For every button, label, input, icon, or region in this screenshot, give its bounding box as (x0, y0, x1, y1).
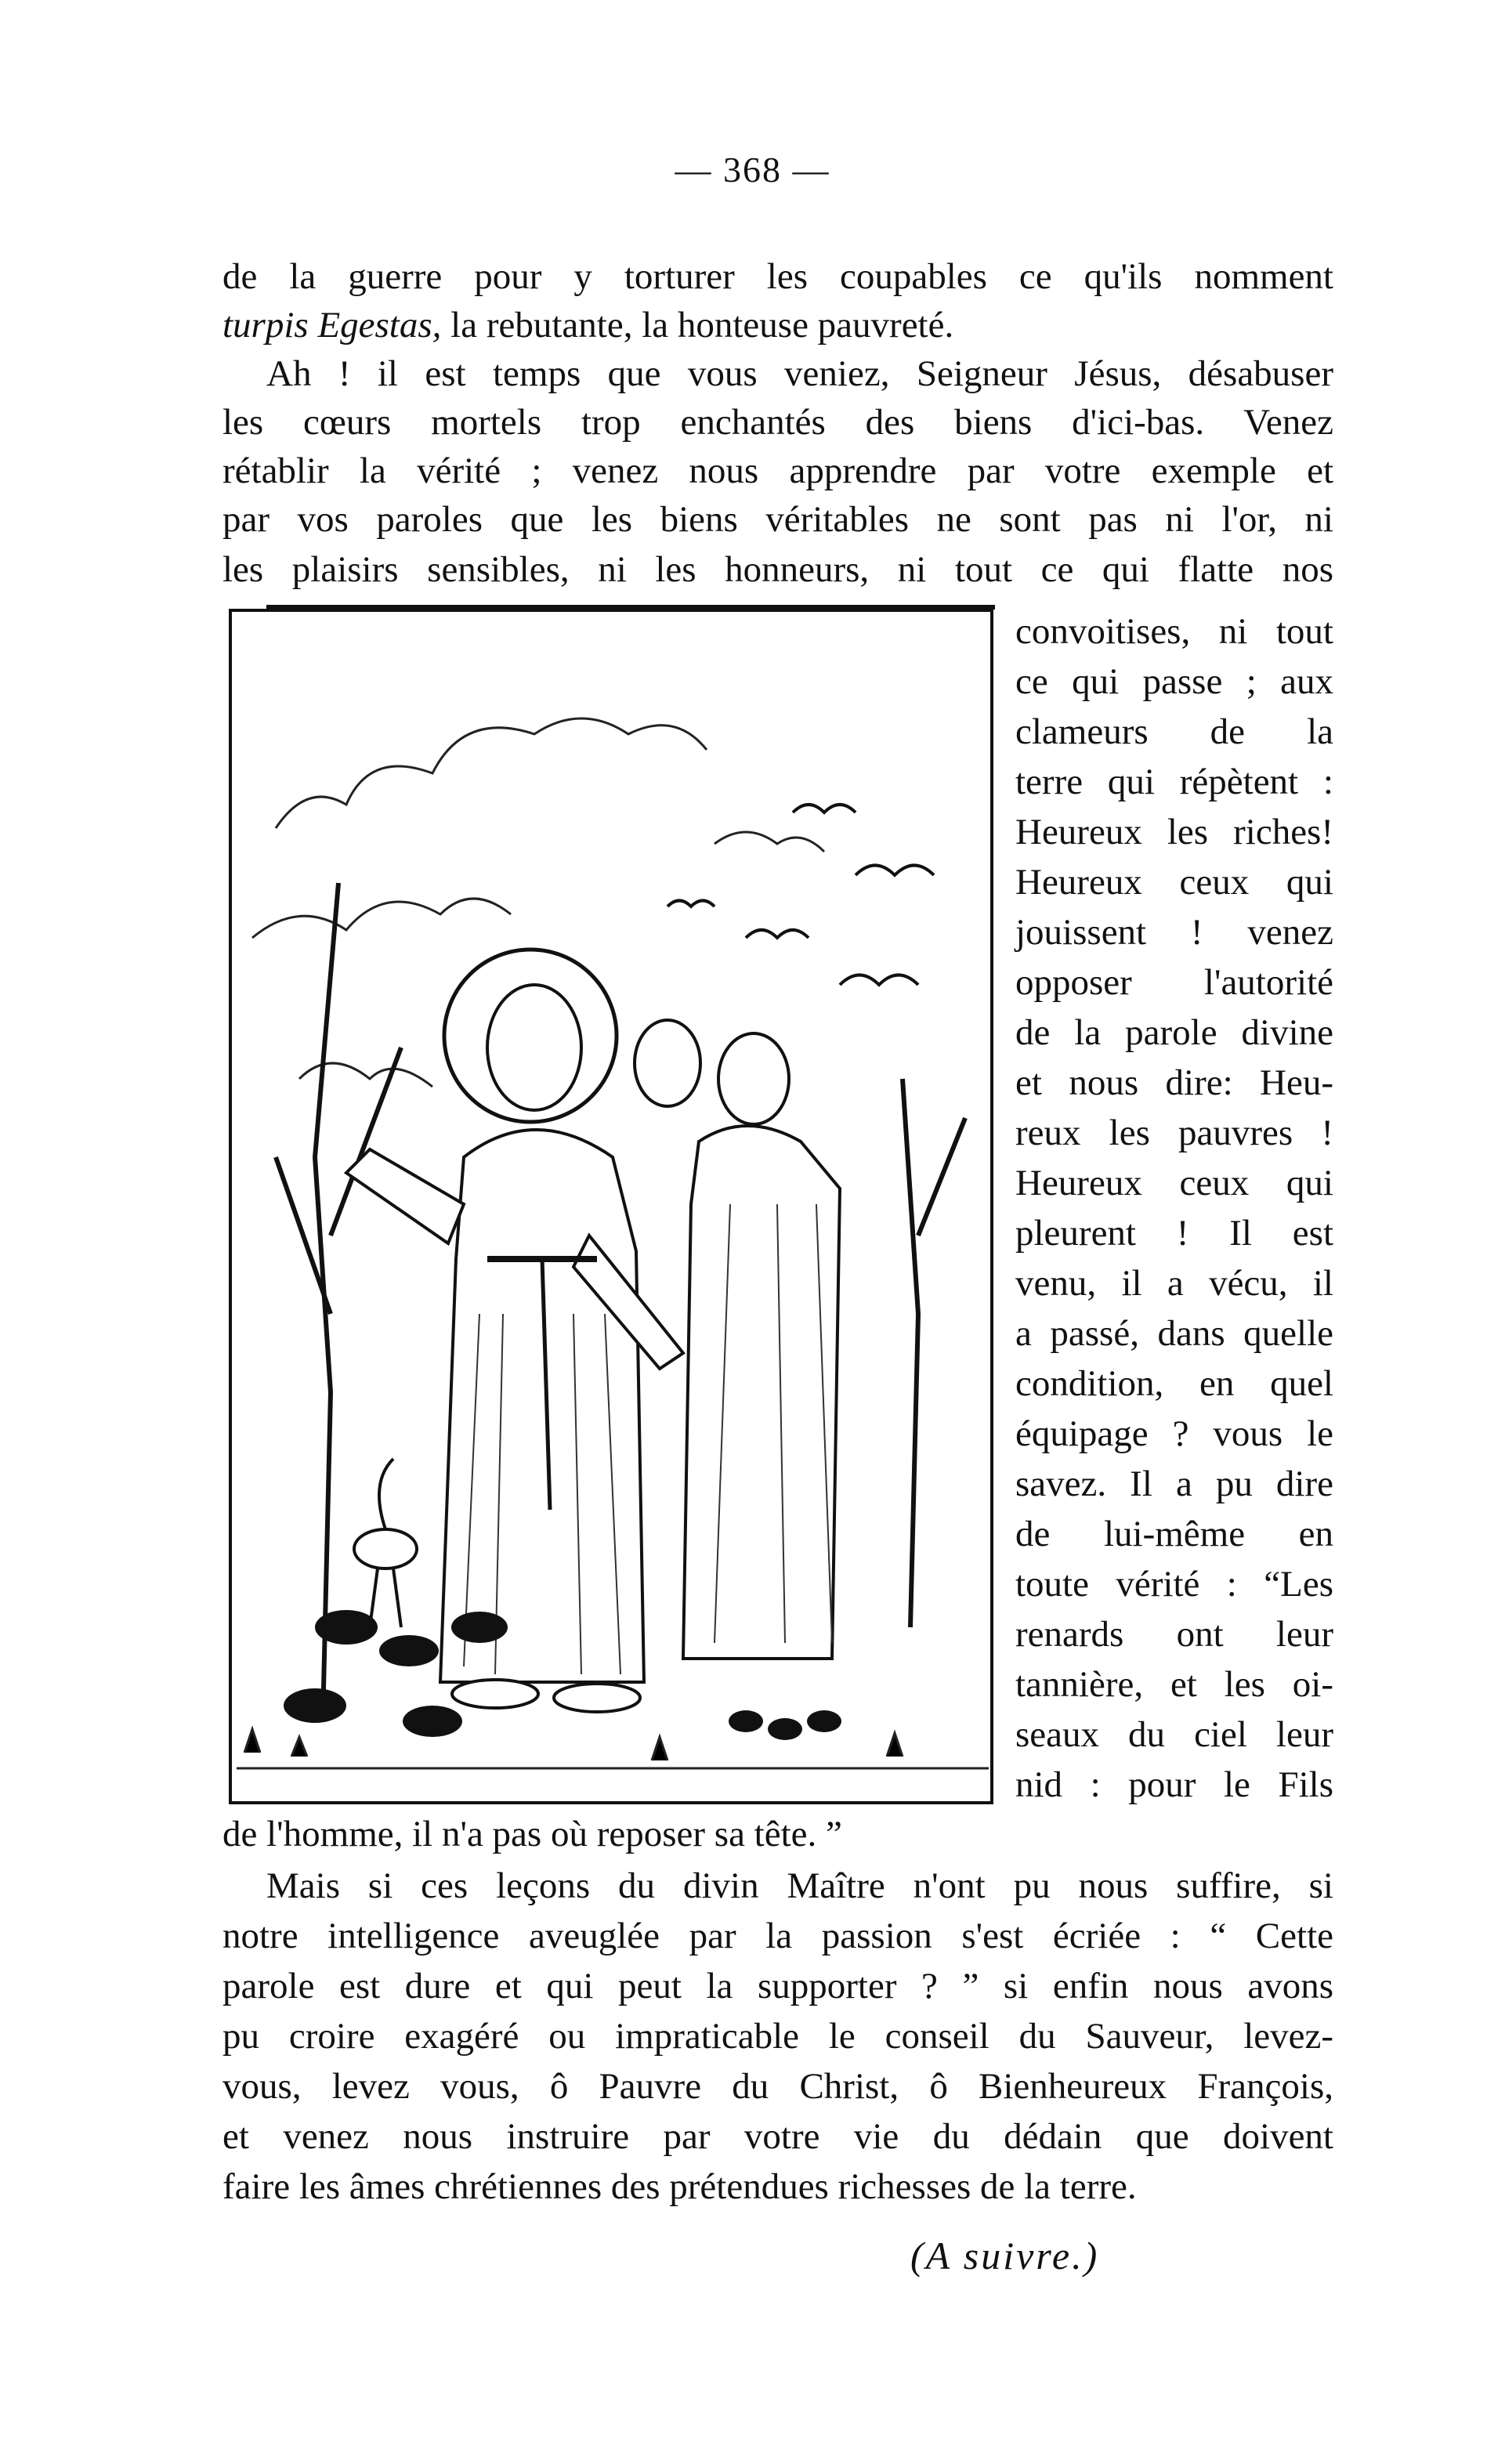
side-line: reux les pauvres ! (1015, 1113, 1333, 1153)
text-line: de l'homme, il n'a pas où reposer sa tête. ” (222, 1814, 842, 1854)
side-line: renards ont leur (1015, 1614, 1333, 1655)
side-line: convoitises, ni tout (1015, 611, 1333, 652)
text-line: et venez nous instruire par votre vie du dédain que doivent (222, 2116, 1333, 2157)
italic-phrase: turpis Egestas, (222, 305, 442, 346)
side-line: pleurent ! Il est (1015, 1213, 1333, 1254)
text-line: parole est dure et qui peut la supporter ? ” si enfin nous avons (222, 1966, 1333, 2006)
text-line: faire les âmes chrétiennes des prétendues richesses de la terre. (222, 2166, 1137, 2207)
side-line: terre qui répètent : (1015, 762, 1333, 802)
side-line: savez. Il a pu dire (1015, 1464, 1333, 1504)
side-line: Heureux ceux qui (1015, 1163, 1333, 1203)
side-line: tannière, et les oi- (1015, 1664, 1333, 1705)
side-line: et nous dire: Heu- (1015, 1062, 1333, 1103)
side-line: clameurs de la (1015, 711, 1333, 752)
page-number: — 368 — (675, 150, 830, 190)
text-line: de la guerre pour y torturer les coupables ce qu'ils nomment (222, 256, 1333, 297)
text-line: notre intelligence aveuglée par la passion s'est écriée : “ Cette (222, 1916, 1333, 1956)
heron (354, 1459, 417, 1627)
side-line: seaux du ciel leur (1015, 1714, 1333, 1755)
side-line: ce qui passe ; aux (1015, 661, 1333, 702)
side-line: opposer l'autorité (1015, 962, 1333, 1003)
side-line: venu, il a vécu, il (1015, 1263, 1333, 1304)
text-line: les plaisirs sensibles, ni les honneurs, ni tout ce qui flatte nos (222, 549, 1333, 590)
text-line: rétablir la vérité ; venez nous apprendre par votre exemple et (222, 450, 1333, 491)
text-line: turpis Egestas, la rebutante, la honteuse pauvreté. (222, 305, 954, 346)
side-line: de lui-même en (1015, 1514, 1333, 1554)
side-line: Heureux ceux qui (1015, 862, 1333, 903)
side-line: Heureux les riches! (1015, 812, 1333, 852)
side-line: nid : pour le Fils (1015, 1764, 1333, 1805)
side-line: jouissent ! venez (1015, 912, 1333, 953)
side-line: a passé, dans quelle (1015, 1313, 1333, 1354)
text-line: Ah ! il est temps que vous veniez, Seigneur Jésus, désabuser (266, 353, 1333, 394)
side-line: de la parole divine (1015, 1012, 1333, 1053)
text-line: par vos paroles que les biens véritables ne sont pas ni l'or, ni (222, 499, 1333, 540)
text-line: vous, levez vous, ô Pauvre du Christ, ô Bienheureux François, (222, 2066, 1333, 2107)
illustration-saint-francis-preaching-to-birds (229, 609, 997, 1807)
text-line: pu croire exagéré ou impraticable le conseil du Sauveur, levez- (222, 2016, 1333, 2057)
side-line: condition, en quel (1015, 1363, 1333, 1404)
text-line: les cœurs mortels trop enchantés des biens d'ici-bas. Venez (222, 402, 1333, 443)
continuation-note: (A suivre.) (910, 2234, 1100, 2278)
side-line: équipage ? vous le (1015, 1413, 1333, 1454)
side-line: toute vérité : “Les (1015, 1564, 1333, 1605)
text-line: Mais si ces leçons du divin Maître n'ont pu nous suffire, si (266, 1865, 1333, 1906)
